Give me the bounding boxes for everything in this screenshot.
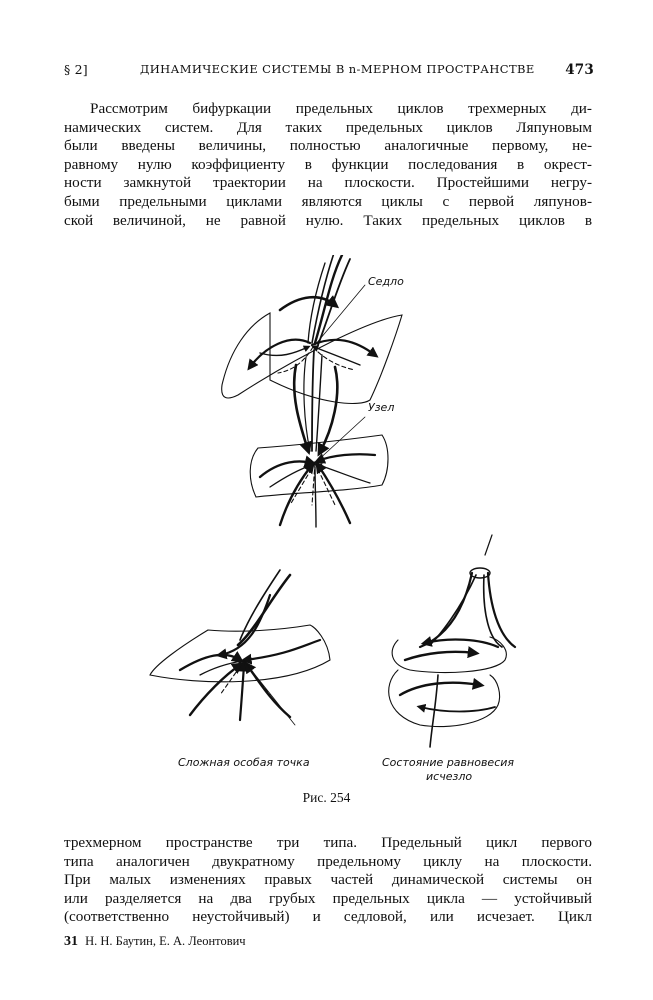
complex-point-label: Сложная особая точка (178, 756, 310, 769)
upper-disk (392, 637, 506, 673)
footer-signature (64, 934, 246, 950)
page-number: 473 (565, 62, 594, 78)
complex-plane (150, 625, 330, 682)
complex-point-diagram (150, 570, 330, 725)
text-line: трехмерном пространстве три типа. Предельный цикл первого (64, 834, 592, 851)
lower-disk (389, 670, 500, 727)
chapter-title: ДИНАМИЧЕСКИЕ СИСТЕМЫ В n-МЕРНОМ ПРОСТРАНСТВЕ (140, 62, 535, 76)
section-marker: § 2] (64, 62, 88, 77)
node-diagram (250, 417, 388, 527)
signature-number: 31 (64, 934, 78, 949)
text-line: были введены величины, полностью аналогичные первому, не- (64, 137, 592, 155)
text-line: (соответственно неустойчивый) и седловой, или исчезает. Цикл (64, 908, 592, 926)
phase-portrait-drawing (120, 255, 540, 755)
text-line: ской величиной, не равной нулю. Таких предельных циклов в (64, 211, 592, 229)
authors: Н. Н. Баутин, Е. А. Леонтович (85, 934, 246, 948)
saddle-label: Седло (368, 275, 404, 288)
equilibrium-label-line1: Состояние равновесия (382, 756, 515, 769)
text-line: Рассмотрим бифуркации предельных циклов трехмерных ди- (90, 100, 592, 117)
figure-caption: Рис. 254 (302, 790, 351, 805)
paragraph-top (64, 100, 592, 230)
running-head (64, 62, 594, 82)
text-line: или разделяется на два грубых предельных цикла — устойчивый (64, 889, 592, 907)
equilibrium-label-line2: исчезло (426, 770, 473, 783)
text-line: быми предельными циклами являются циклы с первой ляпунов- (64, 192, 592, 210)
figure-254 (120, 255, 540, 783)
text-line: намических систем. Для таких предельных циклов Ляпуновым (64, 118, 592, 136)
vanished-equilibrium-diagram (389, 535, 515, 747)
text-line: равному нулю коэффициенту в функции последования в окрест- (64, 155, 592, 173)
text-line: типа аналогичен двукратному предельному циклу на плоскости. (64, 852, 592, 870)
text-line: При малых изменениях правых частей динамической системы он (64, 871, 592, 889)
text-line: ности замкнутой траектории на плоскости. Простейшими негру- (64, 174, 592, 192)
node-label: Узел (368, 401, 395, 414)
paragraph-bottom (64, 834, 592, 927)
